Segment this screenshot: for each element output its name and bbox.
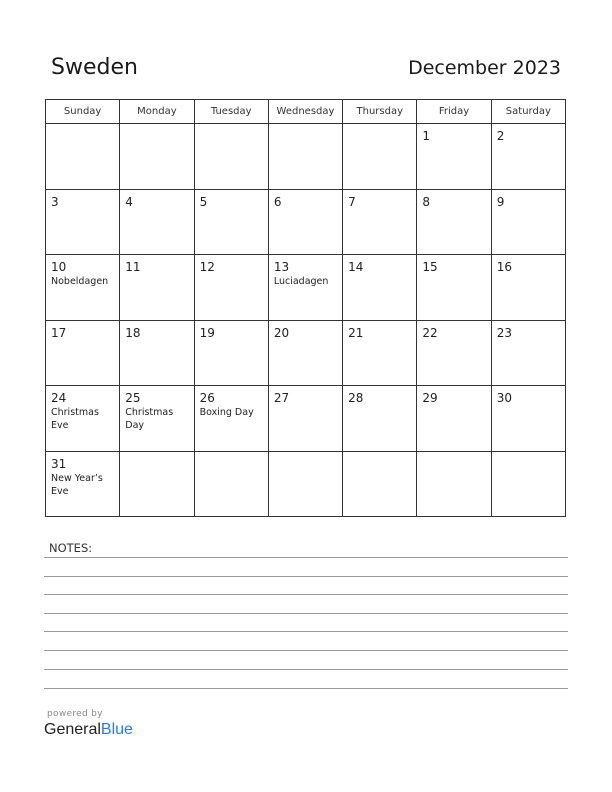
brand-name-part1: General: [44, 721, 101, 738]
day-cell: [194, 124, 268, 190]
day-cell: [268, 386, 342, 452]
day-cell: [491, 451, 565, 517]
note-line: [44, 631, 568, 632]
day-cell: [417, 189, 491, 255]
day-number: 3: [51, 194, 59, 209]
day-number: 17: [51, 325, 67, 340]
day-cell: [417, 451, 491, 517]
day-cell: [343, 124, 417, 190]
week-row: [46, 320, 566, 386]
day-cell: [491, 189, 565, 255]
day-cell: [120, 386, 194, 452]
weekday-header-row: [46, 100, 566, 124]
day-number: 21: [348, 325, 364, 340]
day-number: 14: [348, 260, 364, 274]
day-cell: [194, 189, 268, 255]
day-cell: [46, 451, 120, 517]
day-cell: [491, 124, 565, 190]
day-number: 28: [348, 391, 364, 405]
day-cell: [120, 124, 194, 190]
weekday-header: Friday: [417, 100, 491, 124]
day-number: 22: [422, 325, 438, 340]
week-row: [46, 451, 566, 517]
weekday-header: Sunday: [46, 100, 120, 124]
weekday-header: Thursday: [343, 100, 417, 124]
week-row: [46, 124, 566, 190]
week-row: [46, 255, 566, 321]
day-cell: [491, 320, 565, 386]
day-number: 20: [273, 325, 290, 340]
day-number: 30: [496, 391, 512, 405]
day-number: 5: [199, 194, 208, 209]
day-cell: [417, 124, 491, 190]
weekday-header: Tuesday: [194, 100, 268, 124]
day-cell: [194, 386, 268, 452]
day-number: 31: [51, 456, 67, 471]
weekday-header: Saturday: [491, 100, 565, 124]
day-number: 25: [125, 391, 141, 405]
day-cell: [46, 320, 120, 386]
day-number: 9: [496, 194, 505, 209]
day-cell: [491, 386, 565, 452]
day-cell: [46, 255, 120, 321]
day-number: 11: [125, 260, 141, 274]
holiday-label: New Year’s Eve: [51, 472, 103, 497]
holiday-label: Christmas Eve: [51, 407, 99, 431]
note-line: [44, 613, 568, 614]
holiday-label: Christmas Day: [125, 407, 174, 431]
day-number: 6: [273, 194, 282, 209]
note-line: [44, 650, 568, 651]
note-line: [44, 557, 568, 558]
day-number: 8: [422, 194, 431, 209]
note-line: [44, 669, 568, 670]
day-cell: [268, 451, 342, 517]
day-number: 15: [422, 260, 438, 274]
week-row: [46, 386, 566, 452]
day-cell: [417, 320, 491, 386]
day-cell: [343, 386, 417, 452]
day-number: 1: [422, 129, 431, 143]
day-cell: [120, 451, 194, 517]
day-cell: [417, 386, 491, 452]
weekday-header: Monday: [120, 100, 194, 124]
brand-name-part2: Blue: [100, 721, 133, 738]
day-number: 19: [199, 325, 215, 340]
day-number: 23: [496, 325, 512, 340]
day-number: 24: [51, 391, 67, 405]
day-number: 29: [422, 391, 438, 405]
day-cell: [268, 189, 342, 255]
week-row: [46, 189, 566, 255]
day-cell: [46, 386, 120, 452]
day-number: 26: [199, 391, 215, 405]
day-cell: [46, 189, 120, 255]
holiday-label: Boxing Day: [199, 407, 254, 418]
day-cell: [194, 451, 268, 517]
day-cell: [343, 255, 417, 321]
day-cell: [120, 320, 194, 386]
day-cell: [46, 124, 120, 190]
day-cell: [120, 189, 194, 255]
day-cell: [194, 320, 268, 386]
note-line: [44, 688, 568, 689]
day-cell: [343, 451, 417, 517]
month-year-title: December 2023: [408, 57, 561, 79]
day-cell: [491, 255, 565, 321]
day-number: 13: [273, 260, 290, 274]
day-cell: [417, 255, 491, 321]
weekday-header: Wednesday: [268, 100, 342, 124]
day-number: 4: [125, 194, 133, 209]
day-number: 27: [273, 391, 290, 405]
country-title: Sweden: [51, 55, 138, 80]
day-number: 7: [348, 194, 356, 209]
day-number: 18: [125, 325, 141, 340]
note-line: [44, 594, 568, 595]
day-number: 12: [199, 260, 215, 274]
day-cell: [343, 189, 417, 255]
calendar-grid: [45, 99, 566, 517]
holiday-label: Luciadagen: [273, 276, 329, 287]
day-number: 10: [51, 260, 67, 274]
day-cell: [268, 320, 342, 386]
day-cell: [194, 255, 268, 321]
day-cell: [268, 124, 342, 190]
day-cell: [120, 255, 194, 321]
brand-logo: [44, 721, 133, 739]
day-cell: [268, 255, 342, 321]
note-line: [44, 576, 568, 577]
holiday-label: Nobeldagen: [51, 276, 109, 287]
notes-label: NOTES:: [49, 541, 93, 555]
day-cell: [343, 320, 417, 386]
day-number: 16: [496, 260, 512, 274]
powered-by-text: powered by: [47, 709, 103, 719]
day-number: 2: [496, 129, 505, 143]
